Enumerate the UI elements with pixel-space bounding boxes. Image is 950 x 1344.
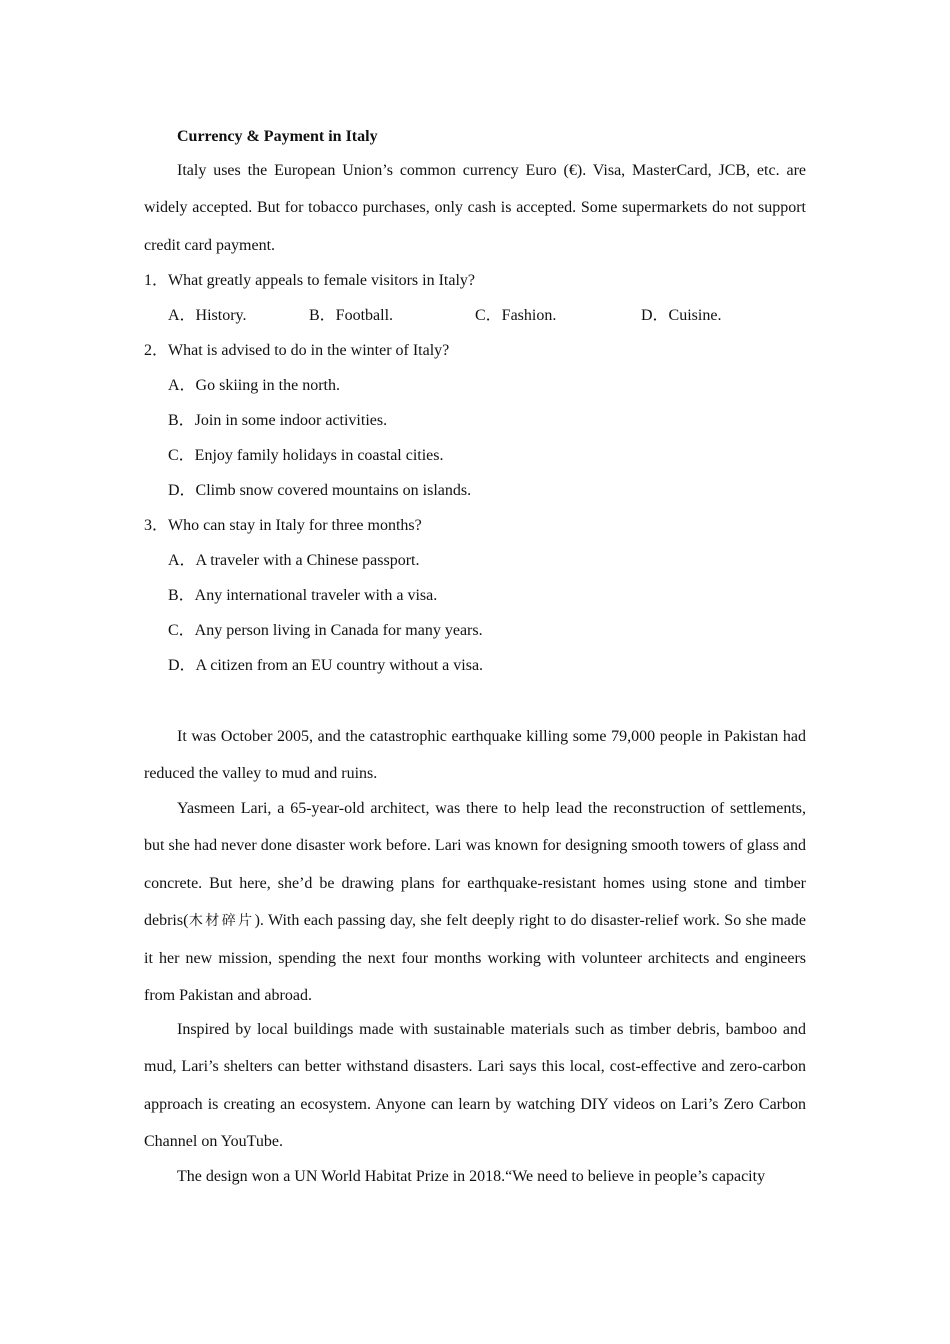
option-1d: D．Cuisine. xyxy=(641,307,722,324)
passage-paragraph-3: Inspired by local buildings made with sustainable materials such as timber debris, bamboo and mud, Lari’s shelters can better withstand disasters. Lari says this local, cost-effective and zero-carbon approach is creating an ecosystem. Anyone can learn by watching DIY videos on Lari’s Zero Carbon Channel on YouTube. xyxy=(144,1021,806,1150)
question-2 xyxy=(144,341,449,361)
passage-paragraph-4: The design won a UN World Habitat Prize in 2018.“We need to believe in people’s capacity xyxy=(177,1168,766,1185)
section-heading: Currency & Payment in Italy xyxy=(177,128,378,145)
passage-paragraph-1: It was October 2005, and the catastrophic earthquake killing some 79,000 people in Pakistan had reduced the valley to mud and ruins. xyxy=(144,728,806,783)
question-number: 3． xyxy=(144,517,169,534)
option-3a: A．A traveler with a Chinese passport. xyxy=(168,552,420,569)
option-2a: A．Go skiing in the north. xyxy=(168,377,340,394)
option-3d: D．A citizen from an EU country without a visa. xyxy=(168,657,484,674)
question-number: 1． xyxy=(144,272,169,289)
option-3b: B．Any international traveler with a visa. xyxy=(168,587,438,604)
passage-text: ). With each passing day, she felt deeply right to do disaster-relief work. So she made it her new mission, spending the next four months working with volunteer architects and engineers from Pakistan and abroad. xyxy=(144,911,807,1005)
option-2d: D．Climb snow covered mountains on islands. xyxy=(168,482,472,499)
question-1 xyxy=(144,271,475,291)
option-3c: C．Any person living in Canada for many years. xyxy=(168,622,483,639)
currency-paragraph: Italy uses the European Union’s common currency Euro (€). Visa, MasterCard, JCB, etc. are widely accepted. But for tobacco purchases, only cash is accepted. Some supermarkets do not support credit card payment. xyxy=(144,162,806,254)
question-text: What greatly appeals to female visitors in Italy? xyxy=(168,272,476,289)
option-1b: B．Football. xyxy=(309,307,394,324)
passage-text: Yasmeen Lari, a 65-year-old architect, was there to help lead the reconstruction of settlements, but she had never done disaster work before. Lari was known for designing smooth towers of glass and concrete. But here, she’d be drawing plans for earthquake-resistant homes using stone and timber debris( xyxy=(144,800,806,929)
option-2c: C．Enjoy family holidays in coastal cities. xyxy=(168,447,444,464)
option-1a: A．History. xyxy=(168,307,247,324)
option-2b: B．Join in some indoor activities. xyxy=(168,412,388,429)
question-text: Who can stay in Italy for three months? xyxy=(168,517,422,534)
passage-paragraph-2 xyxy=(144,790,806,1015)
chinese-gloss: 木材碎片 xyxy=(188,912,255,929)
question-text: What is advised to do in the winter of Italy? xyxy=(168,342,450,359)
question-3 xyxy=(144,516,422,536)
question-number: 2． xyxy=(144,342,169,359)
option-1c: C．Fashion. xyxy=(475,307,557,324)
